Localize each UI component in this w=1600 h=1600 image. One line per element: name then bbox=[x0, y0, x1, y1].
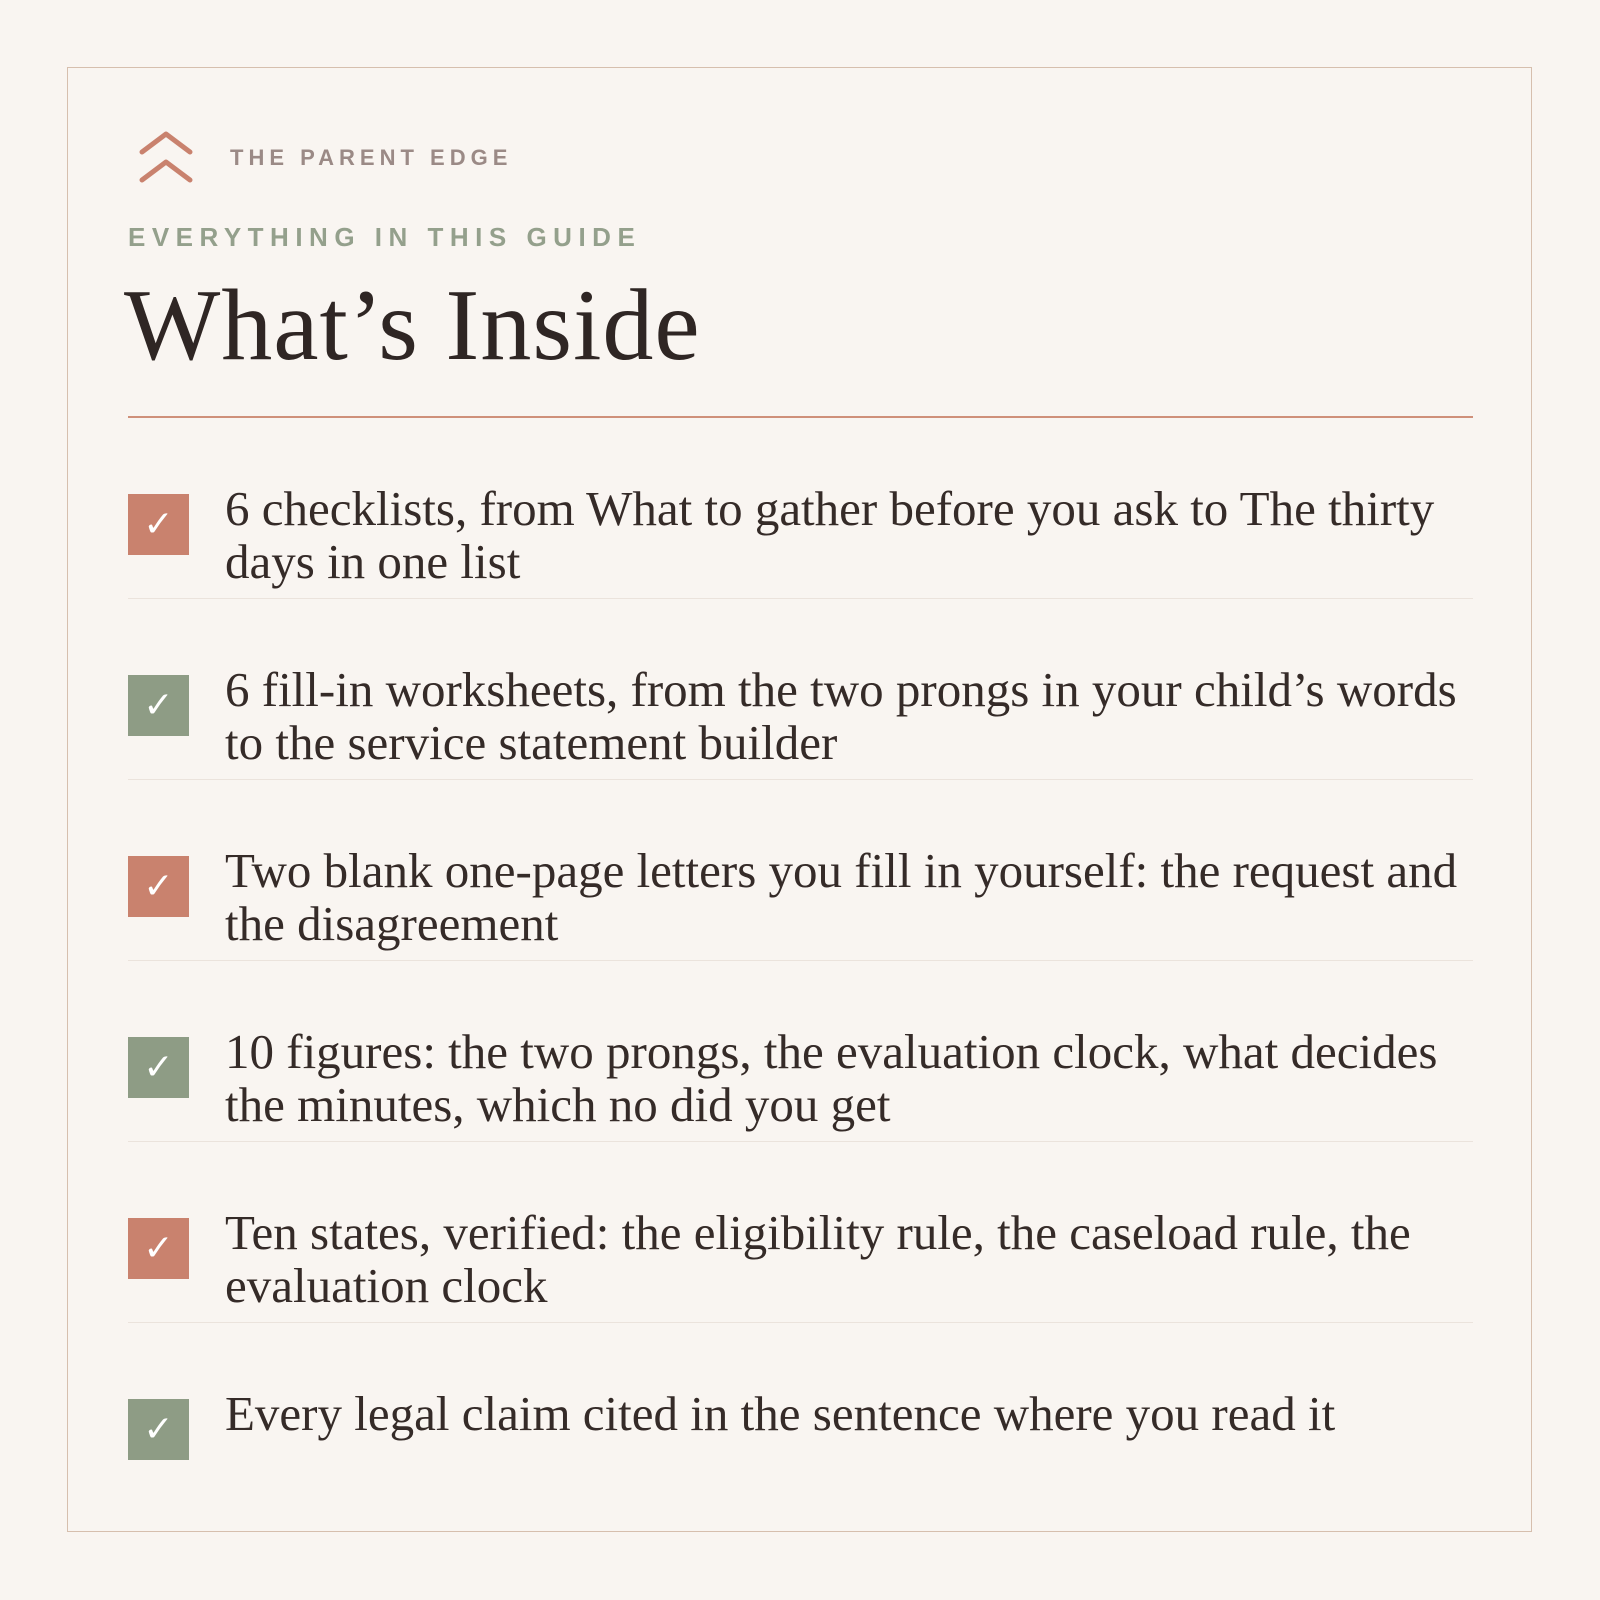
feature-list bbox=[128, 418, 1473, 1504]
checkmark-icon: ✓ bbox=[128, 1218, 189, 1279]
list-item-text: 10 figures: the two prongs, the evaluation clock, what decides the minutes, which no did you get bbox=[225, 1024, 1438, 1132]
list-item-text: Every legal claim cited in the sentence where you read it bbox=[225, 1386, 1336, 1441]
list-item bbox=[128, 1142, 1473, 1323]
brand-name: THE PARENT EDGE bbox=[230, 145, 513, 170]
double-chevron-up-icon bbox=[138, 130, 194, 186]
list-item bbox=[128, 780, 1473, 961]
list-item-text: Two blank one-page letters you fill in yourself: the request and the disagreement bbox=[225, 843, 1458, 951]
list-item bbox=[128, 418, 1473, 599]
list-item bbox=[128, 599, 1473, 780]
page-title: What’s Inside bbox=[124, 269, 701, 382]
brand-header bbox=[138, 130, 512, 186]
checkmark-icon: ✓ bbox=[128, 1399, 189, 1460]
checkmark-icon: ✓ bbox=[128, 1037, 189, 1098]
eyebrow-label: EVERYTHING IN THIS GUIDE bbox=[128, 222, 642, 252]
list-item-text: 6 checklists, from What to gather before you ask to The thirty days in one list bbox=[225, 481, 1435, 589]
checkmark-icon: ✓ bbox=[128, 494, 189, 555]
checkmark-icon: ✓ bbox=[128, 675, 189, 736]
checkmark-icon: ✓ bbox=[128, 856, 189, 917]
list-item bbox=[128, 961, 1473, 1142]
list-item bbox=[128, 1323, 1473, 1504]
list-item-text: Ten states, verified: the eligibility rule, the caseload rule, the evaluation clock bbox=[225, 1205, 1411, 1313]
list-item-text: 6 fill-in worksheets, from the two prongs in your child’s words to the service statement builder bbox=[225, 662, 1457, 770]
